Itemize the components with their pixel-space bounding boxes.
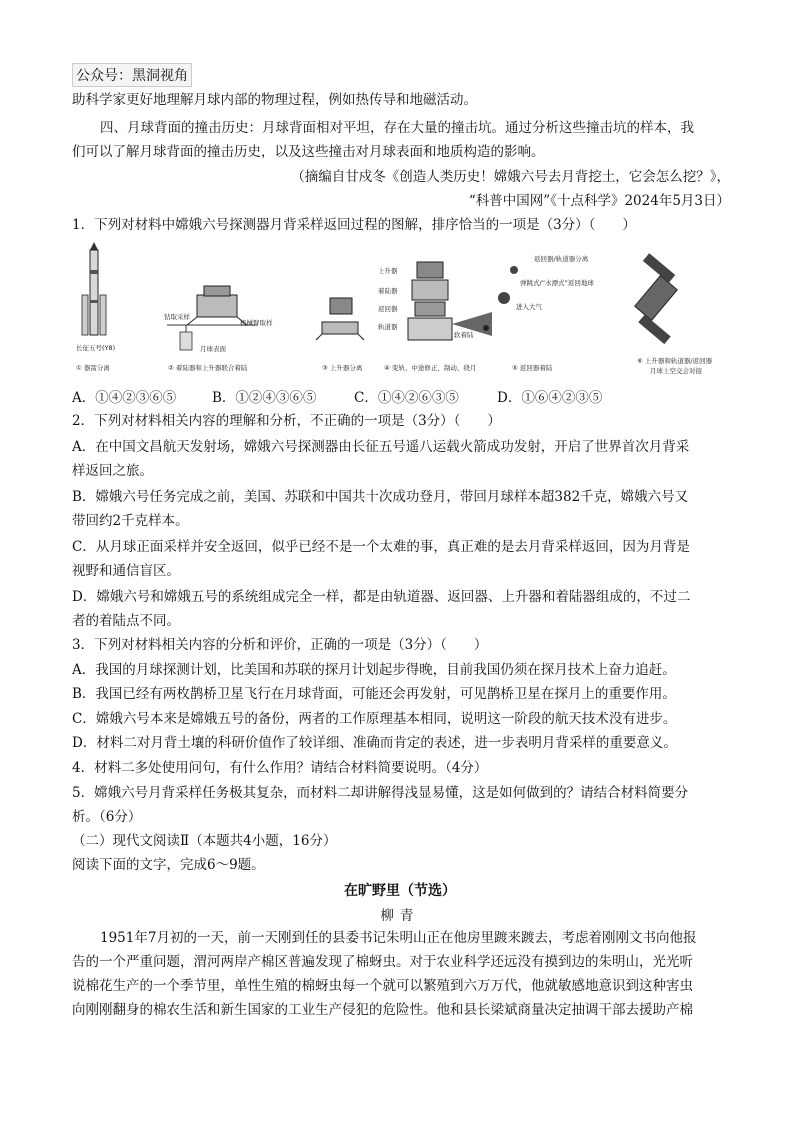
question-2-stem: 2．下列对材料相关内容的理解和分析，不正确的一项是（3分）（ ） xyxy=(72,413,501,429)
material-text-line: 助科学家更好地理解月球内部的物理过程，例如热传导和地磁活动。 xyxy=(72,92,477,108)
rocket-label: 长征五号(Y8) xyxy=(76,344,116,352)
stack-label-lander: 着陆器 xyxy=(378,287,398,295)
caption-2: ② 着陆器和上升器联合着陆 xyxy=(168,364,248,372)
rocket-illustration xyxy=(82,242,106,335)
caption-4: ④ 变轨、中途修正、制动、绕月 xyxy=(384,364,477,372)
question-3-option-c: C．嫦娥六号本来是嫦娥五号的备份，两者的工作原理基本相同，说明这一阶段的航天技术没有进步。 xyxy=(72,711,677,727)
section-heading: （二）现代文阅读Ⅱ（本题共4小题，16分） xyxy=(72,833,337,849)
question-3-stem: 3．下列对材料相关内容的分析和评价，正确的一项是（3分）（ ） xyxy=(72,637,488,653)
option-b[interactable]: B．①②④③⑥⑤ xyxy=(212,390,317,406)
question-4-stem: 4．材料二多处使用问句，有什么作用？请结合材料简要说明。（4分） xyxy=(72,760,488,776)
question-3-option-a: A．我国的月球探测计划，比美国和苏联的探月计划起步得晚，目前我国仍须在探月技术上奋力追赶。 xyxy=(72,662,676,678)
material-paragraph-4: 四、月球背面的撞击历史：月球背面相对平坦，存在大量的撞击坑。通过分析这些撞击坑的样本，我 xyxy=(100,120,694,136)
caption-6: ⑥ 上升器和轨道器/返回器 xyxy=(637,357,713,365)
question-3-option-b: B．我国已经有两枚鹊桥卫星飞行在月球背面，可能还会再发射，可见鹊桥卫星在探月上的重要作用。 xyxy=(72,686,676,702)
process-diagram-svg xyxy=(72,240,732,375)
option-a[interactable]: A．①④②③⑥⑤ xyxy=(72,390,177,406)
passage-paragraph-line: 1951年7月初的一天，前一天刚到任的县委书记朱明山正在他房里踱来踱去，考虑着刚刚文书向他报 xyxy=(100,930,697,946)
question-2-option-b: B．嫦娥六号任务完成之前，美国、苏联和中国共十次成功登月，带回月球样本超382千克，嫦娥六号又 xyxy=(72,489,689,505)
question-2-option-a: A．在中国文昌航天发射场，嫦娥六号探测器由长征五号遥八运载火箭成功发射，开启了世界首次月背采 xyxy=(72,439,690,455)
question-3-option-d: D．材料二对月背土壤的科研价值作了较详细、准确而肯定的表述，进一步表明月背采样的重要意义。 xyxy=(72,735,677,751)
question-2-option-c-cont: 视野和通信盲区。 xyxy=(72,563,180,579)
question-2-option-c: C．从月球正面采样并安全返回，似乎已经不是一个太难的事，真正难的是去月背采样返回，因为月背是 xyxy=(72,539,690,555)
question-2-option-d-cont: 者的着陆点不同。 xyxy=(72,613,180,629)
passage-title: 在旷野里（节选） xyxy=(344,883,456,899)
ascender-illustration xyxy=(316,298,364,340)
reentry-label-landing: 软着陆 xyxy=(454,331,474,339)
caption-5: ⑤ 返回器着陆 xyxy=(512,364,553,372)
docking-illustration xyxy=(635,253,678,344)
question-5-stem-cont: 析。（6分） xyxy=(72,809,142,825)
stack-label-orbiter: 轨道器 xyxy=(378,323,398,331)
caption-3: ③ 上升器分离 xyxy=(322,364,363,372)
reentry-label-separation: 返回器/轨道器分离 xyxy=(534,255,589,263)
option-d[interactable]: D．①⑥④②③⑤ xyxy=(497,390,603,406)
passage-paragraph-line: 告的一个严重问题，渭河两岸产棉区普遍发现了棉蚜虫。对于农业科学还远没有摸到边的朱明山，光光听 xyxy=(72,954,693,970)
source-citation-cont: “科普中国网”《十点科学》2024年5月3日） xyxy=(468,193,730,209)
arm-label: 机械臂取样 xyxy=(240,319,273,327)
question-5-stem: 5．嫦娥六号月背采样任务极其复杂，而材料二却讲解得浅显易懂，这是如何做到的？请结合材料简要分 xyxy=(72,785,689,801)
material-paragraph-4-cont: 们可以了解月球背面的撞击历史，以及这些撞击对月球表面和地质构造的影响。 xyxy=(72,144,545,160)
process-diagram xyxy=(72,240,732,375)
passage-author: 柳青 xyxy=(380,908,420,924)
reentry-label-atmosphere: 进入大气 xyxy=(516,303,542,311)
moon-surface-label: 月球表面 xyxy=(200,345,226,353)
caption-6-cont: 月球上空交会对接 xyxy=(650,367,702,375)
source-citation: （摘编自甘戍冬《创造人类历史！嫦娥六号去月背挖土，它会怎么挖？》， xyxy=(291,169,730,185)
passage-paragraph-line: 说棉花生产的一个季节里，单性生殖的棉蚜虫每一个就可以繁殖到六万万代，他就敏感地意识到这种害虫 xyxy=(72,978,693,994)
question-2-option-a-cont: 样返回之旅。 xyxy=(72,463,153,479)
stack-label-returner: 返回器 xyxy=(378,305,398,313)
drill-label: 钻取采样 xyxy=(164,313,190,321)
stack-label-ascender: 上升器 xyxy=(378,267,398,275)
question-2-option-b-cont: 带回约2千克样本。 xyxy=(72,513,189,529)
option-c[interactable]: C．①④②⑥③⑤ xyxy=(354,390,459,406)
question-2-option-d: D．嫦娥六号和嫦娥五号的系统组成完全一样，都是由轨道器、返回器、上升器和着陆器组成的，不过二 xyxy=(72,589,691,605)
section-instruction: 阅读下面的文字，完成6～9题。 xyxy=(72,857,265,873)
question-1-stem: 1．下列对材料中嫦娥六号探测器月背采样返回过程的图解，排序恰当的一项是（3分）（ ） xyxy=(72,217,636,233)
caption-1: ① 器箭分离 xyxy=(76,364,110,372)
reentry-label-skip: 弹跳式/“水漂式”返回地球 xyxy=(520,279,594,287)
watermark-tag: 公众号：黑洞视角 xyxy=(72,63,192,87)
passage-paragraph-line: 向刚刚翻身的棉农生活和新生国家的工业生产侵犯的危险性。他和县长梁斌商量决定抽调干部去援助产棉 xyxy=(72,1002,693,1018)
spacecraft-stack-illustration xyxy=(408,262,492,340)
